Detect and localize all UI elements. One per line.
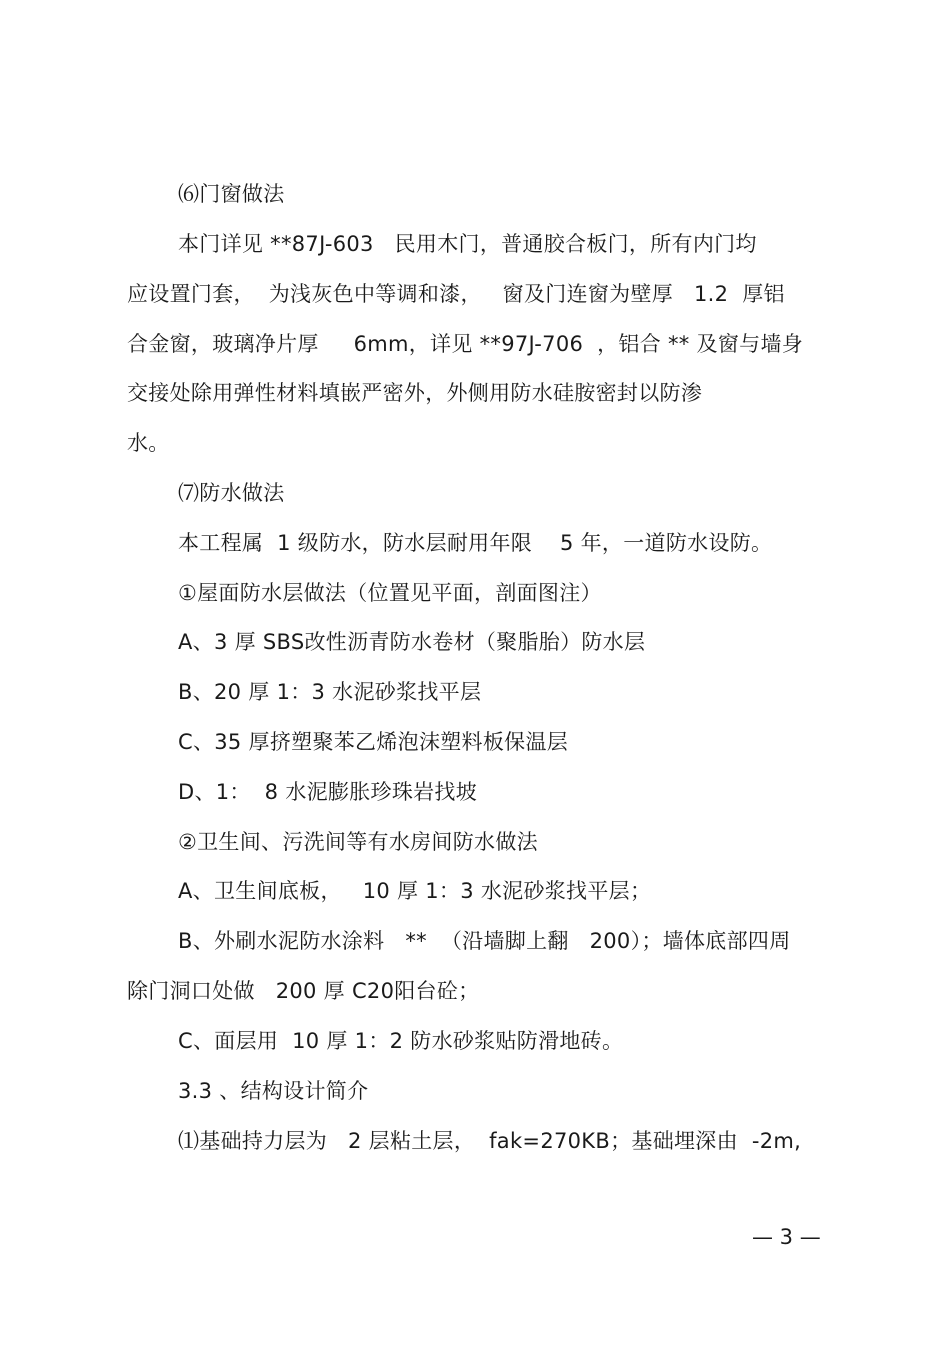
section-heading-doors-windows: ⑹门窗做法 [178, 182, 285, 206]
list-item: A、卫生间底板， 10 厚 1：3 水泥砂浆找平层； [178, 879, 652, 903]
section-heading-structure: 3.3 、结构设计简介 [178, 1079, 369, 1103]
paragraph-line: 除门洞口处做 200 厚 C20阳台砼； [127, 979, 480, 1003]
list-item: B、20 厚 1：3 水泥砂浆找平层 [178, 680, 482, 704]
list-item: C、35 厚挤塑聚苯乙烯泡沫塑料板保温层 [178, 730, 569, 754]
paragraph-line: ⑴基础持力层为 2 层粘土层， fak=270KB；基础埋深由 -2m, [178, 1129, 802, 1153]
paragraph-line: 本工程属 1 级防水，防水层耐用年限 5 年，一道防水设防。 [178, 531, 773, 555]
paragraph-line: 合金窗，玻璃净片厚 6mm，详见 **97J-706 ，铝合 ** 及窗与墙身 [127, 332, 804, 356]
list-item: A、3 厚 SBS改性沥青防水卷材（聚脂胎）防水层 [178, 630, 646, 654]
list-item: B、外刷水泥防水涂料 ** （沿墙脚上翻 200）；墙体底部四周 [178, 929, 791, 953]
paragraph-line: 交接处除用弹性材料填嵌严密外，外侧用防水硅胺密封以防渗 [127, 381, 703, 405]
paragraph-line: 本门详见 **87J-603 民用木门，普通胶合板门，所有内门均 [178, 232, 757, 256]
list-item: C、面层用 10 厚 1：2 防水砂浆贴防滑地砖。 [178, 1029, 624, 1053]
section-heading-waterproofing: ⑺防水做法 [178, 481, 285, 505]
subheading-wet-room-waterproofing: ②卫生间、污洗间等有水房间防水做法 [178, 830, 538, 854]
paragraph-line: 水。 [127, 431, 170, 455]
subheading-roof-waterproofing: ①屋面防水层做法（位置见平面，剖面图注） [178, 581, 602, 605]
page-number: — 3 — [752, 1225, 821, 1249]
list-item: D、1： 8 水泥膨胀珍珠岩找坡 [178, 780, 478, 804]
paragraph-line: 应设置门套， 为浅灰色中等调和漆， 窗及门连窗为壁厚 1.2 厚铝 [127, 282, 785, 306]
